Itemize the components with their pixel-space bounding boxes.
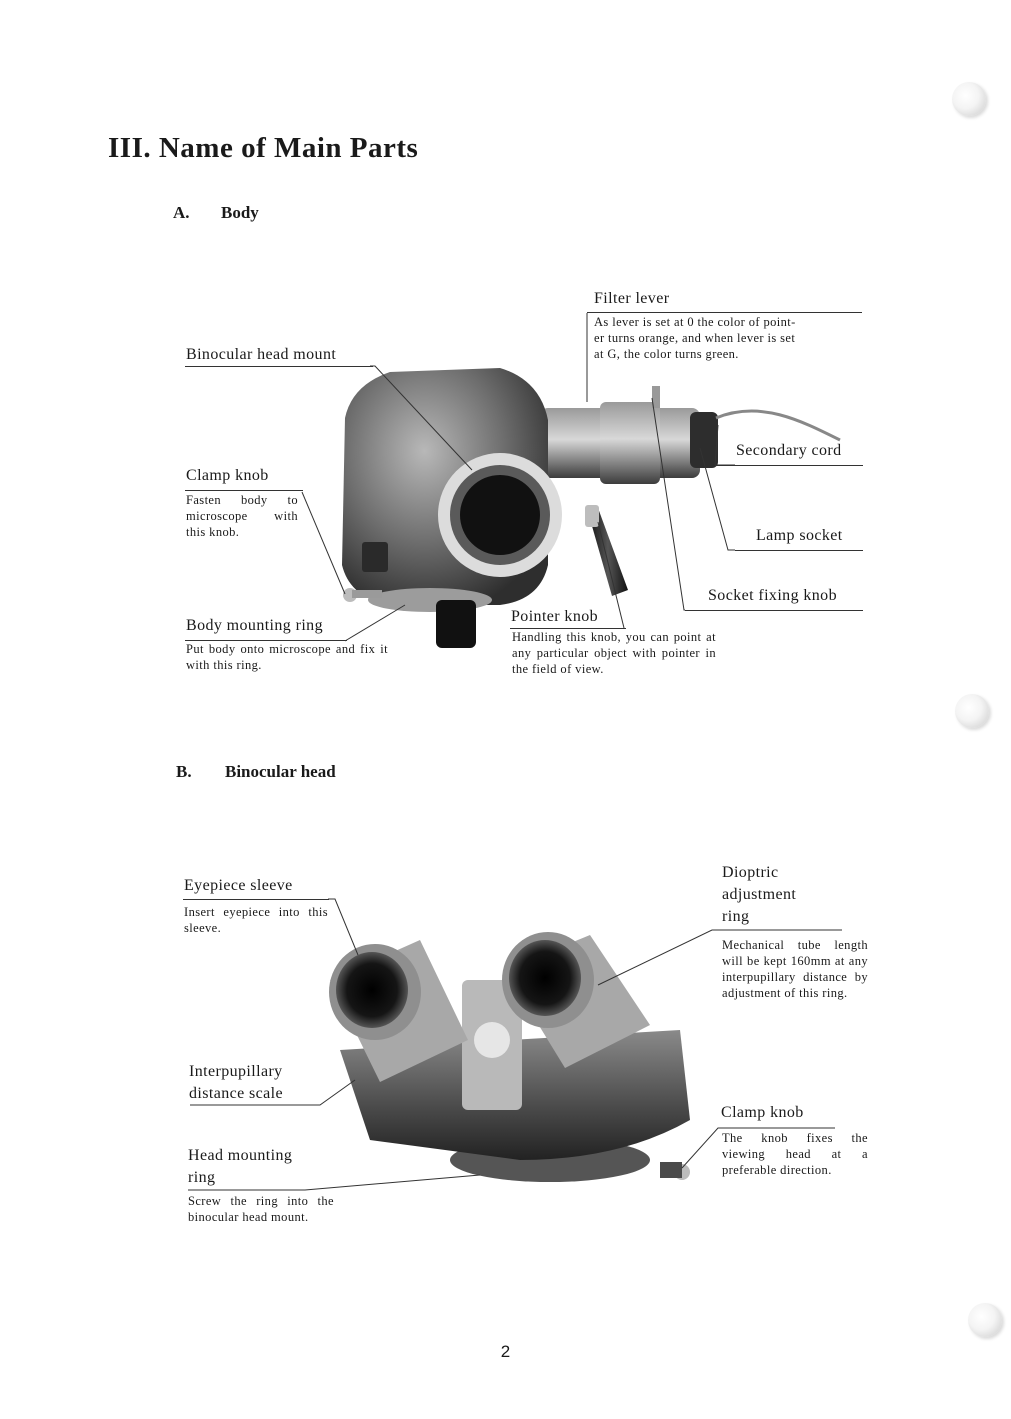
dioptric-adjustment-ring-desc: Mechanical tube length will be kept 160mm at any interpupillary distance by adjustment of this ring. (722, 938, 868, 1000)
lamp-end-cap (690, 412, 718, 468)
lamp-housing (600, 402, 660, 484)
socket-fixing-knob-rule (685, 610, 863, 611)
eyepiece-sleeve-desc: Insert eyepiece into this sleeve. (184, 905, 328, 935)
label-clamp-knob-body: Clamp knob (186, 467, 269, 484)
label-filter-lever: Filter lever (594, 290, 670, 307)
lamp-socket-rule (735, 550, 863, 551)
label-clamp-knob-head: Clamp knob (721, 1104, 804, 1121)
label-dioptric-adjustment-ring: Dioptric adjustment ring (722, 864, 797, 925)
objective-shape (436, 600, 476, 648)
binocular-head-mount-rule (185, 366, 373, 367)
binocular-head-illustration (329, 932, 690, 1182)
label-body-mounting-ring: Body mounting ring (186, 617, 323, 634)
interpupillary-scale-dial (474, 1022, 510, 1058)
left-eyepiece (336, 952, 408, 1028)
label-lamp-socket: Lamp socket (756, 527, 843, 544)
secondary-cord-shape (716, 411, 840, 440)
label-secondary-cord: Secondary cord (736, 442, 842, 459)
eyepiece-sleeve-rule (183, 899, 329, 900)
label-binocular-head-mount: Binocular head mount (186, 346, 337, 363)
section-a-letter: A. (173, 203, 190, 222)
label-eyepiece-sleeve: Eyepiece sleeve (184, 877, 293, 894)
clamp-knob-body-desc: Fasten body to microscope with this knob. (186, 493, 298, 539)
section-b-letter: B. (176, 762, 192, 781)
filter-lever-rule (587, 312, 862, 313)
pointer-knob-desc: Handling this knob, you can point at any particular object with pointer in the field of view. (512, 630, 716, 676)
section-b-title: Binocular head (225, 762, 336, 781)
secondary-cord-rule (715, 465, 863, 466)
label-pointer-knob: Pointer knob (511, 608, 599, 625)
binder-hole-top (952, 82, 986, 116)
section-a-title: Body (221, 203, 259, 222)
label-head-mounting-ring: Head mounting ring (188, 1147, 293, 1186)
label-interpupillary-distance-scale: Interpupillary distance scale (189, 1063, 283, 1102)
body-mounting-ring-desc: Put body onto microscope and fix it with this ring. (186, 642, 388, 672)
binder-hole-middle (955, 694, 989, 728)
clamp-knob-head-desc: The knob fixes the viewing head at a preferable direction. (722, 1131, 868, 1177)
filter-lever-desc: As lever is set at 0 the color of point- er turns orange, and when lever is set at G, the color turns green. (594, 315, 796, 361)
page-title: III. Name of Main Parts (108, 132, 419, 164)
binder-hole-bottom (968, 1303, 1002, 1337)
clamp-knob-body-rule (185, 490, 303, 491)
right-eyepiece (509, 940, 581, 1016)
head-mounting-ring-desc: Screw the ring into the binocular head mount. (188, 1194, 334, 1224)
label-socket-fixing-knob: Socket fixing knob (708, 587, 837, 604)
page-number: 2 (500, 1342, 511, 1361)
